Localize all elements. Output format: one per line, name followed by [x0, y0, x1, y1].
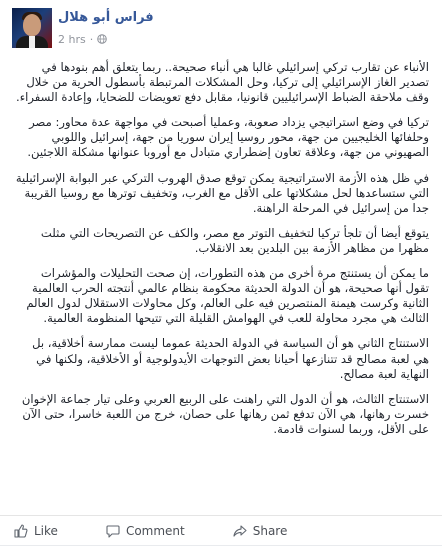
post-paragraph-3: في ظل هذه الأزمة الاستراتيجية يمكن توقع صدق الهروب التركي عبر البوابة الإسرائيلية التي ستساعدها لحل مشكلاتها على الأقل مع الغرب، وتخفيف توترها مع روسيا القريبة جدا من إسرائيل في المرحلة الراهنة.: [15, 170, 429, 215]
like-button[interactable]: [14, 524, 58, 538]
post-header: [0, 0, 442, 58]
globe-icon[interactable]: [97, 34, 107, 44]
post-paragraph-6: الاستنتاج الثاني هو أن السياسة في الدولة الحديثة عموما ليست ممارسة أخلاقية، بل هي لعبة مصالح قد تتنازعها أحيانا بعض التوجهات الأيدولوجية أو الأخلاقية، ولكنها في النهاية لعبة مصالح.: [32, 336, 429, 381]
author-avatar[interactable]: [12, 8, 52, 48]
thumbs-up-icon: [14, 524, 28, 538]
post-paragraph-1: الأنباء عن تقارب تركي إسرائيلي غالبا هي أنباء صحيحة.. ربما يتعلق أهم بنودها في تصدير الغاز الإسرائيلي إلى تركيا، وحل المشكلات المرتبطة بأسطول الحرية من خلال وقف ملاحقة الضباط الإسرائيليين قانونيا، مقابل دفع تعويضات للضحايا، وإعادة السفراء.: [16, 60, 429, 105]
comment-label: Comment: [125, 524, 185, 538]
post-paragraph-7: الاستنتاج الثالث، هو أن الدول التي راهنت على الربيع العربي وعلى تيار جماعة الإخوان خسرت رهانها، هي الآن تدفع ثمن رهانها على حصان، خرج من اللعبة خاسرا، حتى الآن على الأقل، وربما لسنوات قادمة.: [21, 391, 429, 436]
comment-icon: [106, 524, 120, 538]
post-paragraph-4: يتوقع أيضا أن تلجأ تركيا لتخفيف التوتر مع مصر، والكف عن التصريحات التي مثلت مظهرا من مظاهر الأزمة بين البلدين بعد الانقلاب.: [40, 225, 429, 255]
share-button[interactable]: [233, 524, 288, 538]
post-paragraph-2: تركيا في وضع استراتيجي يزداد صعوبة، وعمليا أصبحت في مواجهة عدة محاور: مصر وحلفائها الخليجيين من جهة، محور روسيا إيران سوريا من جهة، إسرائيل واللوبي الصهيوني من جهة، وعلاقة تعاون إضطراري متبادل مع أوروبا عنوانها مشكلة اللاجئين.: [27, 115, 429, 160]
author-name[interactable]: فراس أبو هلال: [58, 10, 154, 25]
post-meta: 2 hrs ·: [58, 32, 107, 46]
post-timestamp[interactable]: 2 hrs: [58, 32, 86, 46]
share-label: Share: [252, 524, 288, 538]
post-actions-bar: [0, 515, 442, 546]
post-paragraph-5: ما يمكن أن يستنتج مرة أخرى من هذه التطورات، إن صحت التحليلات والمؤشرات تقول أنها صحيحة، هو أن الدولة الحديثة محكومة بنظام عالمي أنتجته الحرب العالمية الثانية وكرست هيمنة المنتصرين فيه على العالم، وكل محاولات الاستقلال لدول العالم الثالث هي مجرد محاولة للعب في الهوامش القليلة التي تتيحها المنظومة العالمية.: [26, 266, 429, 326]
post-body: [14, 60, 429, 447]
share-icon: [233, 524, 247, 538]
comment-button[interactable]: [106, 524, 185, 538]
like-label: Like: [34, 524, 58, 538]
